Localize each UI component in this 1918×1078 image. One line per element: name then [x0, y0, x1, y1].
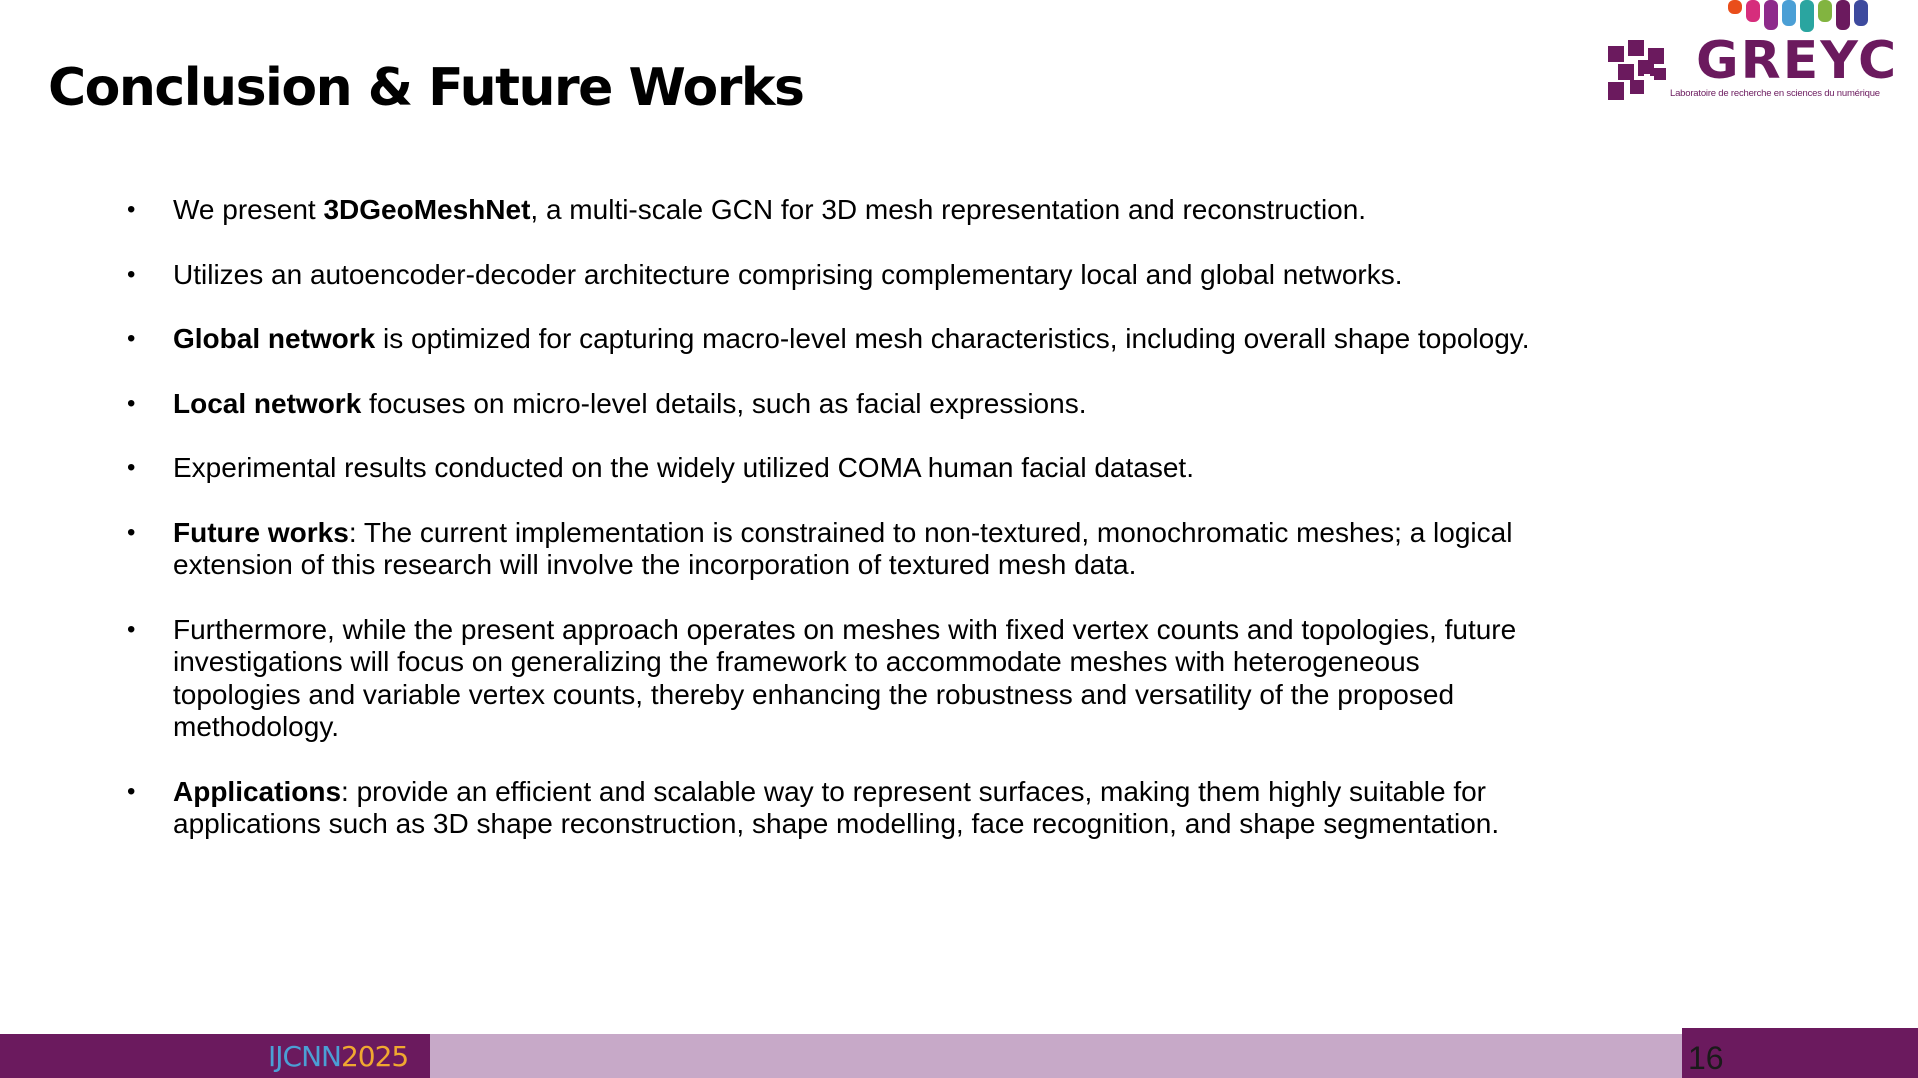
- bullet-bold-term: Local network: [173, 387, 362, 419]
- bullet-bold-term: 3DGeoMeshNet: [323, 194, 531, 225]
- page-number: 16: [1688, 1040, 1724, 1076]
- bullet-item: • Future works: The current implementation is constrained to non-textured, monochromatic meshes; a logical extension of this research will involve the incorporation of textured mesh data.: [127, 516, 1513, 580]
- bullet-item: • Experimental results conducted on the widely utilized COMA human facial dataset.: [127, 452, 1194, 483]
- greyc-logo-text: GREYC: [1696, 31, 1899, 91]
- bullet-dot: •: [127, 777, 136, 805]
- bullet-dot: •: [127, 196, 136, 223]
- footer-right-panel: [1682, 1028, 1918, 1078]
- greyc-logo-subtitle: Laboratoire de recherche en sciences du numérique: [1670, 88, 1880, 99]
- bullet-bold-term: Global network: [173, 323, 376, 354]
- conference-label: IJCNN2025: [268, 1040, 409, 1073]
- bullet-dot: •: [127, 454, 136, 481]
- footer-left-panel: [0, 1034, 430, 1078]
- bullet-dot: •: [127, 325, 136, 352]
- bullet-item: • Global network is optimized for capturing macro-level mesh characteristics, including overall shape topology.: [127, 323, 1530, 354]
- bullet-item: • Applications: provide an efficient and scalable way to represent surfaces, making them highly suitable for applications such as 3D shape reconstruction, shape modelling, face recognition, and shape segmentation.: [127, 775, 1500, 839]
- bullet-dot: •: [127, 260, 136, 288]
- bullet-bold-term: Future works: [173, 516, 349, 548]
- bullet-list: [127, 194, 1687, 873]
- bullet-item: • We present 3DGeoMeshNet, a multi-scale GCN for 3D mesh representation and reconstruction.: [127, 194, 1367, 225]
- bullet-dot: •: [127, 615, 136, 643]
- greyc-logo: [1600, 0, 1900, 106]
- bullet-item: • Local network focuses on micro-level details, such as facial expressions.: [127, 387, 1087, 419]
- bullet-dot: •: [127, 389, 136, 417]
- footer-bar: [0, 1034, 1918, 1078]
- slide-title: Conclusion & Future Works: [48, 58, 804, 118]
- bullet-item: • Utilizes an autoencoder-decoder architecture comprising complementary local and global networks.: [127, 258, 1403, 290]
- bullet-bold-term: Applications: [173, 775, 342, 807]
- bullet-dot: •: [127, 518, 136, 546]
- bullet-item: • Furthermore, while the present approach operates on meshes with fixed vertex counts and topologies, future investigations will focus on generalizing the framework to accommodate meshes with heterogeneous topologies and variable vertex counts, thereby enhancing the robustness and versatility of the proposed methodology.: [127, 613, 1517, 742]
